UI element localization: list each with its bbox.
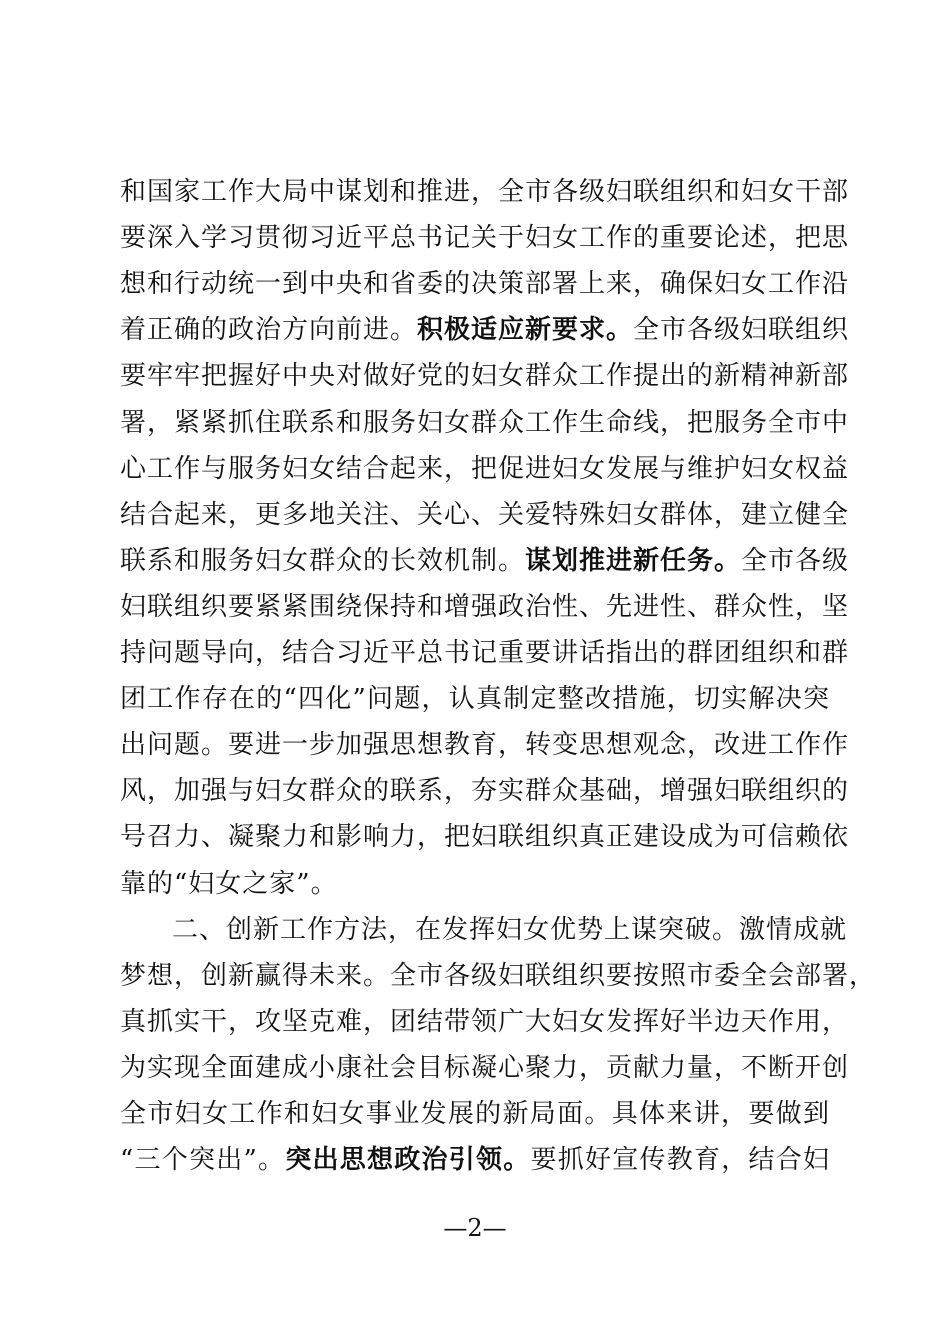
text-run: 想和行动统一到中央和省委的决策部署上来，确保妇女工作沿 — [120, 269, 850, 300]
text-run: 全市妇女工作和妇女事业发展的新局面。具体来讲，要做到 — [120, 1099, 830, 1129]
text-line — [120, 262, 850, 306]
text-line — [120, 1000, 850, 1044]
text-line — [120, 447, 850, 491]
bold-heading: 谋划推进新任务。 — [525, 545, 742, 576]
text-run: 梦想，创新赢得未来。全市各级妇联组织要按照市委全会部署， — [120, 960, 877, 991]
text-run: 二、创新工作方法，在发挥妇女优势上谋突破。激情成就 — [172, 914, 848, 945]
text-line — [120, 723, 850, 767]
text-line — [120, 1138, 830, 1182]
text-line — [120, 954, 877, 998]
text-run: 风，加强与妇女群众的联系，夯实群众基础，增强妇联组织的 — [120, 776, 850, 807]
text-run: 靠的“妇女之家”。 — [120, 868, 338, 899]
text-line — [120, 354, 850, 398]
text-line — [120, 1046, 850, 1090]
text-run: 和国家工作大局中谋划和推进，全市各级妇联组织和妇女干部 — [120, 177, 850, 207]
text-line — [120, 862, 830, 906]
text-run: 署，紧紧抓住联系和服务妇女群众工作生命线，把服务全市中 — [120, 407, 850, 438]
text-line — [120, 308, 850, 352]
text-line — [120, 585, 850, 629]
text-run: 出问题。要进一步加强思想教育，转变思想观念，改进工作作 — [120, 730, 850, 761]
text-run: 结合起来，更多地关注、关心、关爱特殊妇女群体，建立健全 — [120, 499, 850, 530]
text-run: 联系和服务妇女群众的长效机制。 — [120, 545, 526, 576]
text-run: 为实现全面建成小康社会目标凝心聚力，贡献力量，不断开创 — [120, 1052, 850, 1083]
text-run: 全市各级 — [741, 545, 850, 576]
text-run: 全市各级妇联组织 — [633, 315, 850, 346]
text-run: 妇联组织要紧紧围绕保持和增强政治性、先进性、群众性，坚 — [120, 591, 850, 622]
text-run: 团工作存在的“四化”问题，认真制定整改措施，切实解决突 — [120, 684, 830, 715]
text-run: 心工作与服务妇女结合起来，把促进妇女发展与维护妇女权益 — [120, 453, 850, 484]
bold-heading: 突出思想政治引领。 — [285, 1145, 531, 1176]
text-line — [172, 908, 848, 952]
text-line — [120, 216, 850, 260]
text-run: 要抓好宣传教育，结合妇 — [530, 1145, 830, 1176]
text-run: 要牢牢把握好中央对做好党的妇女群众工作提出的新精神新部 — [120, 361, 850, 392]
text-line — [120, 677, 830, 721]
text-run: 持问题导向，结合习近平总书记重要讲话指出的群团组织和群 — [120, 638, 850, 668]
text-line — [120, 170, 850, 214]
text-line — [120, 1092, 830, 1136]
text-line — [120, 493, 850, 537]
text-line — [120, 401, 850, 445]
text-run: 着正确的政治方向前进。 — [120, 315, 418, 346]
text-line — [120, 631, 850, 675]
text-run: 要深入学习贯彻习近平总书记关于妇女工作的重要论述，把思 — [120, 223, 850, 254]
bold-heading: 积极适应新要求。 — [417, 315, 634, 346]
text-run: 真抓实干，攻坚克难，团结带领广大妇女发挥好半边天作用， — [120, 1006, 850, 1037]
text-line — [120, 769, 850, 813]
text-line — [120, 815, 850, 859]
text-run: “三个突出”。 — [120, 1145, 286, 1176]
text-line — [120, 539, 850, 583]
page-number: —2— — [443, 1214, 507, 1242]
text-run: 号召力、凝聚力和影响力，把妇联组织真正建设成为可信赖依 — [120, 822, 850, 853]
